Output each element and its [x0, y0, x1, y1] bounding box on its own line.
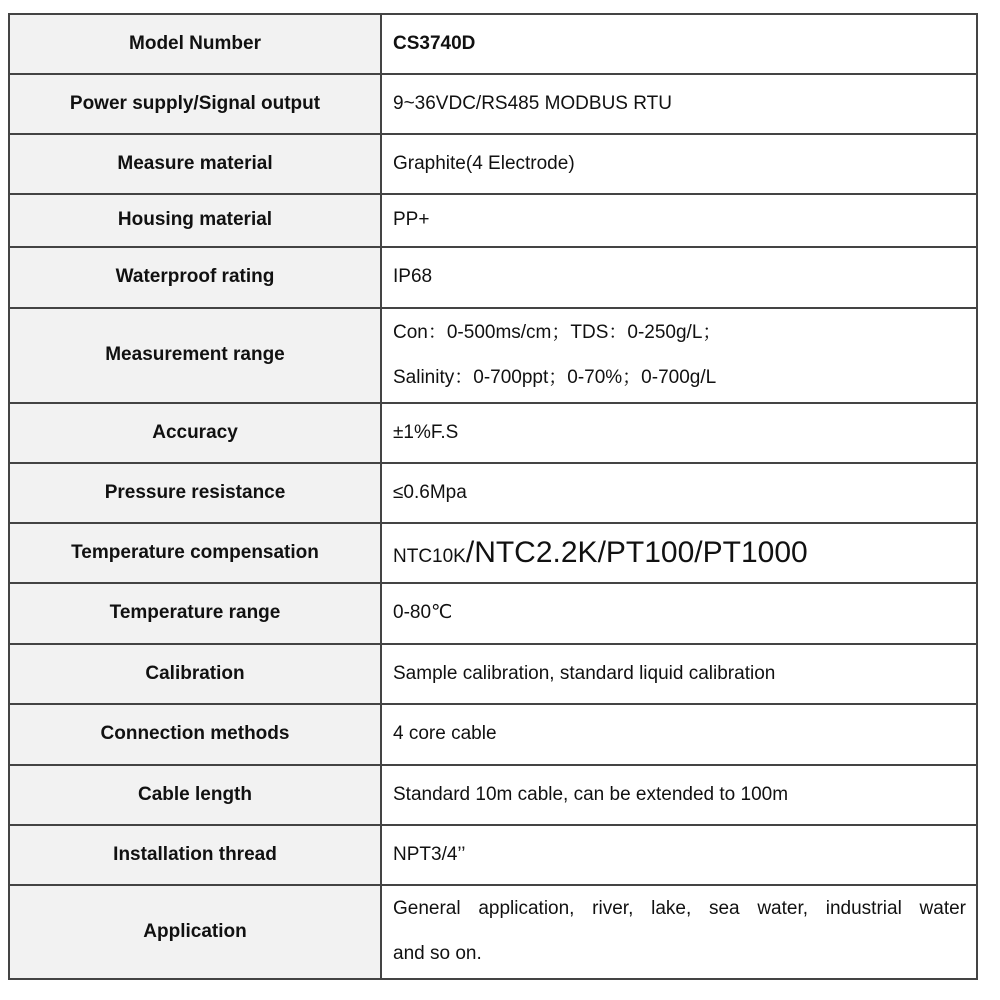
row-label: Housing material: [9, 194, 381, 247]
table-row: [9, 247, 977, 308]
value-line: Salinity：0-700ppt；0-70%；0-700g/L: [393, 366, 717, 388]
row-value: PP+: [381, 194, 977, 247]
row-label: Model Number: [9, 14, 381, 74]
table-row: [9, 14, 977, 74]
row-value: 4 core cable: [381, 704, 977, 765]
row-value: 0-80℃: [381, 583, 977, 644]
row-label: Installation thread: [9, 825, 381, 885]
row-label: Measure material: [9, 134, 381, 194]
row-value: Graphite(4 Electrode): [381, 134, 977, 194]
table-row: [9, 134, 977, 194]
value-big: /NTC2.2K/PT100/PT1000: [465, 536, 808, 569]
table-row: [9, 308, 977, 403]
table-row: [9, 885, 977, 979]
row-label: Accuracy: [9, 403, 381, 463]
spec-table: [8, 13, 978, 980]
row-label: Measurement range: [9, 308, 381, 403]
row-value: ±1%F.S: [381, 403, 977, 463]
table-row: [9, 644, 977, 704]
row-label: Cable length: [9, 765, 381, 825]
table-row: [9, 403, 977, 463]
row-value: Sample calibration, standard liquid calibration: [381, 644, 977, 704]
row-label: Power supply/Signal output: [9, 74, 381, 134]
row-label: Temperature compensation: [9, 523, 381, 583]
table-row: [9, 194, 977, 247]
row-label: Connection methods: [9, 704, 381, 765]
row-label: Temperature range: [9, 583, 381, 644]
table-row: [9, 704, 977, 765]
row-label: Application: [9, 885, 381, 979]
table-row: [9, 765, 977, 825]
row-label: Calibration: [9, 644, 381, 704]
row-value: [381, 308, 977, 403]
value-small: NTC10K: [393, 546, 466, 567]
table-row: [9, 74, 977, 134]
row-value: [381, 523, 977, 583]
row-label: Waterproof rating: [9, 247, 381, 308]
row-value: [381, 885, 977, 979]
table-row: [9, 463, 977, 523]
row-label: Pressure resistance: [9, 463, 381, 523]
row-value: NPT3/4’’: [381, 825, 977, 885]
table-row: [9, 583, 977, 644]
row-value: IP68: [381, 247, 977, 308]
row-value: Standard 10m cable, can be extended to 100m: [381, 765, 977, 825]
value-line: Con：0-500ms/cm；TDS：0-250g/L；: [393, 321, 722, 343]
table-row: [9, 523, 977, 583]
row-value: CS3740D: [381, 14, 977, 74]
value-line: and so on.: [393, 943, 482, 964]
value-line: General application, river, lake, sea water, industrial water: [393, 898, 966, 920]
table-row: [9, 825, 977, 885]
row-value: 9~36VDC/RS485 MODBUS RTU: [381, 74, 977, 134]
row-value: ≤0.6Mpa: [381, 463, 977, 523]
